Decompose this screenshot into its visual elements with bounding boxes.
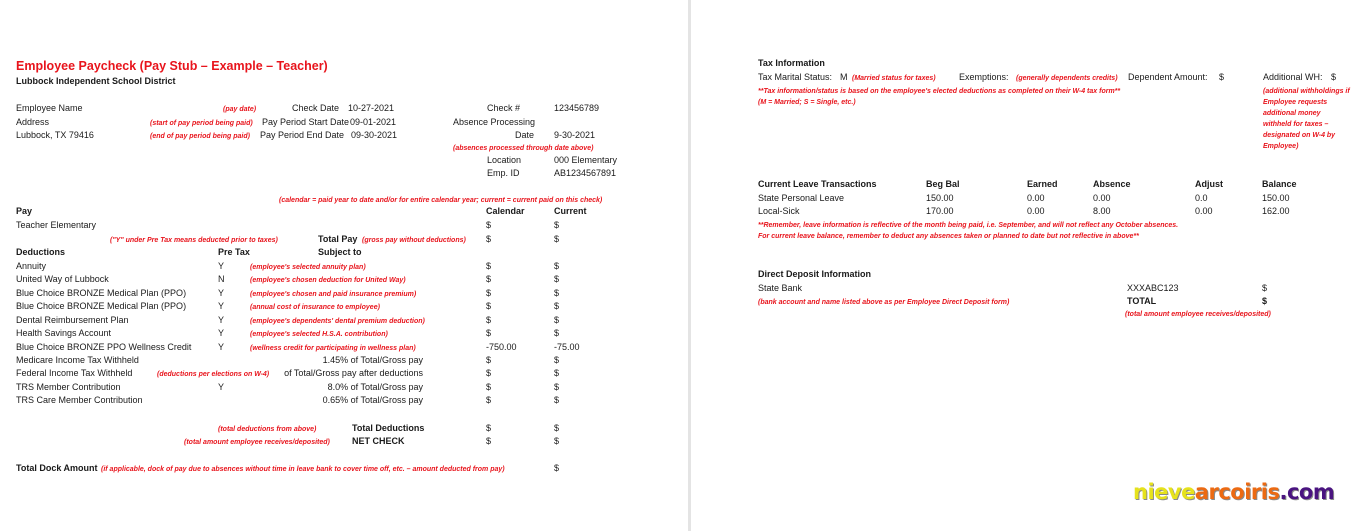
leave-cell: State Personal Leave [758, 193, 845, 203]
deduction-note: (annual cost of insurance to employee) [250, 304, 380, 311]
deduction-note: (employee's selected H.S.A. contribution) [250, 331, 388, 338]
deposit-total-amount: $ [1262, 296, 1268, 306]
watermark-part-3: .com [1279, 480, 1335, 504]
start-date-value: 09-01-2021 [350, 117, 397, 127]
leave-note-1: **Remember, leave information is reflective of the month being paid, i.e. September, and will not reflect any October absences. [758, 222, 1179, 229]
deduction-pretax: Y [218, 315, 225, 325]
total-pay-current: $ [554, 234, 560, 244]
tax-marital-label: Tax Marital Status: [758, 72, 833, 82]
deduction-subject-to: of Total/Gross pay after deductions [284, 368, 423, 378]
leave-cell: Local-Sick [758, 206, 800, 216]
tax-marital-value: M [840, 72, 848, 82]
total-dock-label: Total Dock Amount [16, 463, 98, 473]
location-value: 000 Elementary [554, 155, 618, 165]
w4-note: **Tax information/status is based on the employee's elected deductions as completed on their W-4 tax form** [758, 88, 1121, 95]
additional-wh-note-line: designated on W-4 by [1263, 132, 1336, 139]
pretax-note: ("Y" under Pre Tax means deducted prior to taxes) [110, 237, 278, 244]
total-dock-note: (if applicable, dock of pay due to absences without time in leave bank to cover time off, etc. – amount deducted from pay) [101, 466, 505, 473]
deduction-label: United Way of Lubbock [16, 274, 109, 284]
subject-to-column-header: Subject to [318, 247, 362, 257]
absence-date-label: Date [515, 130, 535, 140]
deduction-note: (employee's chosen and paid insurance premium) [250, 291, 417, 298]
deduction-current: $ [554, 261, 560, 271]
deduction-pretax: Y [218, 301, 225, 311]
pay-date-note: (pay date) [223, 106, 257, 113]
address-label: Address [16, 117, 50, 127]
calendar-column-header: Calendar [486, 206, 525, 216]
employee-name-label: Employee Name [16, 103, 83, 113]
deduction-label: Blue Choice BRONZE Medical Plan (PPO) [16, 301, 187, 311]
deduction-label: Medicare Income Tax Withheld [16, 355, 139, 365]
watermark-part-2: arcoiris [1194, 480, 1280, 504]
deduction-label: Dental Reimbursement Plan [16, 315, 129, 325]
watermark-logo [1133, 480, 1334, 504]
leave-cell: 0.00 [1093, 193, 1111, 203]
leave-cell: 0.0 [1195, 193, 1208, 203]
deposit-total-note: (total amount employee receives/deposited) [1125, 311, 1271, 318]
total-dock-value: $ [554, 463, 560, 473]
watermark-part-1: nieve [1133, 480, 1195, 504]
check-date-value: 10-27-2021 [348, 103, 395, 113]
emp-id-label: Emp. ID [487, 168, 520, 178]
status-legend-note: (M = Married; S = Single, etc.) [758, 99, 856, 106]
deduction-label: TRS Member Contribution [16, 382, 121, 392]
deduction-label: TRS Care Member Contribution [16, 395, 143, 405]
deduction-label: Federal Income Tax Withheld [16, 368, 133, 378]
deduction-label: Annuity [16, 261, 47, 271]
check-number-label: Check # [487, 103, 521, 113]
direct-deposit-heading: Direct Deposit Information [758, 269, 872, 279]
absence-date-value: 9-30-2021 [554, 130, 596, 140]
deduction-calendar: $ [486, 301, 492, 311]
leave-col-header: Adjust [1195, 179, 1223, 189]
leave-cell: 0.00 [1195, 206, 1213, 216]
check-date-label: Check Date [292, 103, 340, 113]
deduction-current: $ [554, 301, 560, 311]
deduction-pretax: Y [218, 261, 225, 271]
deduction-note: (wellness credit for participating in wellness plan) [250, 345, 416, 352]
additional-wh-note-line: Employee) [1263, 143, 1299, 150]
leave-col-header: Absence [1093, 179, 1131, 189]
deduction-pretax: N [218, 274, 225, 284]
total-pay-calendar: $ [486, 234, 492, 244]
exemptions-label: Exemptions: [959, 72, 1009, 82]
bank-note: (bank account and name listed above as per Employee Direct Deposit form) [758, 299, 1010, 306]
deduction-calendar: $ [486, 395, 492, 405]
deduction-calendar: $ [486, 274, 492, 284]
leave-col-header: Current Leave Transactions [758, 179, 877, 189]
total-deductions-calendar: $ [486, 423, 492, 433]
deduction-label: Blue Choice BRONZE PPO Wellness Credit [16, 342, 192, 352]
total-deductions-label: Total Deductions [352, 423, 425, 433]
current-column-header: Current [554, 206, 587, 216]
deductions-heading: Deductions [16, 247, 66, 257]
additional-wh-note-line: (additional withholdings if [1263, 88, 1350, 95]
end-date-value: 09-30-2021 [351, 130, 398, 140]
leave-cell: 162.00 [1262, 206, 1290, 216]
leave-col-header: Balance [1262, 179, 1297, 189]
deduction-label: Health Savings Account [16, 328, 112, 338]
pay-row-calendar: $ [486, 220, 492, 230]
deduction-pretax: Y [218, 328, 225, 338]
deduction-pretax: Y [218, 342, 225, 352]
pay-heading: Pay [16, 206, 33, 216]
deduction-current: $ [554, 288, 560, 298]
leave-cell: 8.00 [1093, 206, 1111, 216]
exemptions-note: (generally dependents credits) [1016, 75, 1118, 82]
start-date-label: Pay Period Start Date [262, 117, 350, 127]
calendar-note: (calendar = paid year to date and/or for entire calendar year; current = current paid on this check) [279, 197, 603, 204]
deduction-current: -75.00 [554, 342, 580, 352]
additional-wh-note-line: additional money [1263, 110, 1321, 117]
additional-wh-note-line: Employee requests [1263, 99, 1328, 106]
account-number: XXXABC123 [1127, 283, 1179, 293]
start-date-note: (start of pay period being paid) [150, 120, 253, 127]
district-name: Lubbock Independent School District [16, 76, 176, 86]
leave-cell: 150.00 [926, 193, 954, 203]
net-check-calendar: $ [486, 436, 492, 446]
leave-cell: 0.00 [1027, 206, 1045, 216]
additional-wh-note-line: withheld for taxes – [1263, 121, 1329, 128]
leave-cell: 170.00 [926, 206, 954, 216]
deduction-current: $ [554, 315, 560, 325]
deduction-note: (employee's selected annuity plan) [250, 264, 366, 271]
deduction-subject-to: 0.65% of Total/Gross pay [322, 395, 423, 405]
check-number-value: 123456789 [554, 103, 600, 113]
deduction-current: $ [554, 355, 560, 365]
deduction-note: (deductions per elections on W-4) [157, 371, 270, 378]
total-deductions-note: (total deductions from above) [218, 426, 317, 433]
deduction-calendar: $ [486, 368, 492, 378]
bank-name: State Bank [758, 283, 803, 293]
deduction-calendar: $ [486, 382, 492, 392]
net-check-note: (total amount employee receives/deposited) [184, 439, 330, 446]
leave-note-2: For current leave balance, remember to deduct any absences taken or planned to date but not reflective in above** [758, 233, 1139, 240]
total-pay-note: (gross pay without deductions) [362, 237, 466, 244]
deduction-current: $ [554, 368, 560, 378]
pay-row-current: $ [554, 220, 560, 230]
dependent-amount-label: Dependent Amount: [1128, 72, 1208, 82]
pay-row-label: Teacher Elementary [16, 220, 97, 230]
deposit-amount: $ [1262, 283, 1268, 293]
deduction-label: Blue Choice BRONZE Medical Plan (PPO) [16, 288, 187, 298]
absence-note: (absences processed through date above) [453, 145, 594, 152]
tax-marital-note: (Married status for taxes) [852, 75, 936, 82]
deduction-subject-to: 8.0% of Total/Gross pay [327, 382, 423, 392]
location-label: Location [487, 155, 522, 165]
deduction-pretax: Y [218, 288, 225, 298]
deduction-current: $ [554, 395, 560, 405]
leave-cell: 150.00 [1262, 193, 1290, 203]
dependent-amount-value: $ [1219, 72, 1225, 82]
end-date-note: (end of pay period being paid) [150, 133, 250, 140]
deduction-current: $ [554, 382, 560, 392]
page-title: Employee Paycheck (Pay Stub – Example – Teacher) [16, 59, 328, 73]
total-pay-label: Total Pay [318, 234, 358, 244]
net-check-current: $ [554, 436, 560, 446]
deduction-note: (employee's chosen deduction for United Way) [250, 277, 406, 284]
deduction-calendar: $ [486, 355, 492, 365]
end-date-label: Pay Period End Date [260, 130, 345, 140]
deduction-calendar: -750.00 [486, 342, 517, 352]
deduction-current: $ [554, 274, 560, 284]
deduction-calendar: $ [486, 288, 492, 298]
absence-processing-label: Absence Processing [453, 117, 536, 127]
tax-information-heading: Tax Information [758, 58, 825, 68]
city-state-zip: Lubbock, TX 79416 [16, 130, 94, 140]
deduction-calendar: $ [486, 261, 492, 271]
leave-cell: 0.00 [1027, 193, 1045, 203]
pretax-column-header: Pre Tax [218, 247, 250, 257]
total-deductions-current: $ [554, 423, 560, 433]
net-check-label: NET CHECK [352, 436, 405, 446]
deduction-subject-to: 1.45% of Total/Gross pay [322, 355, 423, 365]
deduction-pretax: Y [218, 382, 225, 392]
emp-id-value: AB1234567891 [554, 168, 617, 178]
deduction-calendar: $ [486, 315, 492, 325]
additional-wh-label: Additional WH: [1263, 72, 1323, 82]
leave-col-header: Beg Bal [926, 179, 960, 189]
deduction-current: $ [554, 328, 560, 338]
additional-wh-value: $ [1331, 72, 1337, 82]
deduction-calendar: $ [486, 328, 492, 338]
deposit-total-label: TOTAL [1127, 296, 1157, 306]
deduction-note: (employee's dependents' dental premium deduction) [250, 318, 425, 325]
leave-col-header: Earned [1027, 179, 1058, 189]
